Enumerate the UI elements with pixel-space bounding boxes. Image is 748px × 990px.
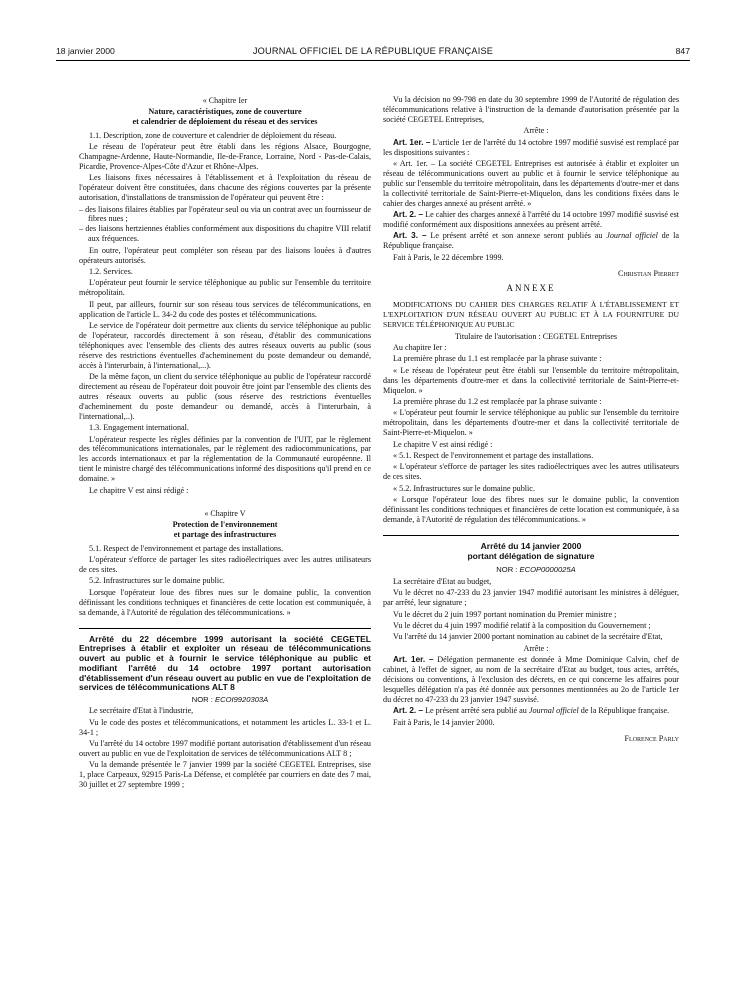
paragraph: En outre, l'opérateur peut compléter son réseau par des liaisons louées à d'autres opérateurs autorisés. [79,245,371,265]
list-item: – des liaisons hertziennes établies conformément aux dispositions du chapitre VIII relatif aux fréquences. [79,224,371,244]
nor-reference [79,695,371,705]
titulaire: Titulaire de l'autorisation : CEGETEL Entreprises [454,331,618,341]
article-text: de la République française. [580,706,670,716]
paragraph: L'opérateur s'efforce de partager les sites radioélectriques avec les autres utilisateurs de ces sites. [79,555,371,574]
article-label: Art. 2. – [393,209,424,219]
article-text: Le cahier des charges annexé à l'arrêté du 14 octobre 1997 modifié susvisé est modifié conformément aux dispositions annexées au présent arrêté. [383,209,679,229]
paragraph: « Lorsque l'opérateur loue des fibres nues sur le domaine public, la convention définissant les conditions techniques et financières de cette location est communiquée, à sa demande, à l'Autorité de régulation des télécommunications. » [383,495,679,524]
annexe-title: MODIFICATIONS DU CAHIER DES CHARGES RELATIF À L'ÉTABLISSEMENT ET L'EXPLOITATION D'UN RÉSEAU OUVERT AU PUBLIC ET À LA FOURNITURE DU SERVICE TÉLÉPHONIQUE AU PUBLIC [383,300,679,330]
signature: Christian Pierret [618,268,679,278]
arrete-heading: Arrête : [523,126,549,136]
nor-label: NOR : [191,694,213,704]
page-header [56,46,690,61]
article-text: de la République française. [383,231,679,251]
page-number: 847 [675,46,690,56]
paragraph: Le secrétaire d'Etat à l'industrie, [89,706,194,716]
article-text: Le présent arrêté sera publié au [425,706,527,716]
left-column [79,90,371,791]
paragraph: 1.3. Engagement international. [89,423,189,433]
paragraph: « L'opérateur s'efforce de partager les sites radioélectriques avec les autres utilisateurs de ces sites. [383,462,679,482]
article-1b [383,655,679,705]
paragraph: 1.1. Description, zone de couverture et calendrier de déploiement du réseau. [89,130,337,140]
paragraph: 1.2. Services. [89,267,133,276]
nor-label: NOR : [496,565,518,575]
article-3 [383,231,679,251]
article-2b [383,706,679,716]
nor-reference [383,565,679,575]
chapter-1-title [79,107,371,127]
paragraph: « L'opérateur peut fournir le service téléphonique au public sur l'ensemble du territoire métropolitain, dans les départements d'outre-mer et dans la collectivité territoriale de Saint-Pierre-et-Miquelon. » [383,408,679,438]
paragraph: Le réseau de l'opérateur peut être établi dans les régions Alsace, Bourgogne, Champagne-Ardenne, Haute-Normandie, Ile-de-France, Lorraine, Nord - Pas-de-Calais, Picardie, Provence-Alpes-Côte d'Azur et Rhône-Alpes. [79,142,371,171]
arrete-heading: Arrête : [523,643,549,653]
paragraph: « 5.2. Infrastructures sur le domaine public. [393,483,535,493]
paragraph: « Le réseau de l'opérateur peut être établi sur l'ensemble du territoire métropolitain, dans les départements d'outre-mer et dans la collectivité territoriale de Saint-Pierre-et-Miquelon. » [383,365,679,395]
paragraph: Il peut, par ailleurs, fournir sur son réseau tous services de télécommunications, en application de l'article L. 34-2 du code des postes et télécommunications. [79,299,371,319]
decree-2-title [383,542,679,562]
paragraph: Les liaisons fixes nécessaires à l'établissement et à l'exploitation du réseau de l'opérateur doivent être constituées, dans chacune des régions couvertes par la présente autorisation, d'installations de transmission de l'opérateur qui peuvent être : [79,173,371,203]
signature: Florence Parly [624,733,679,743]
chapter-1-label: « Chapitre Ier [202,96,248,105]
bullet-list [79,205,371,245]
paragraph: Vu le code des postes et télécommunications, et notamment les articles L. 33-1 et L. 34-1 ; [79,717,371,737]
nor-code: ECOI9920303A [215,694,269,704]
chapter-5-label: « Chapitre V [204,508,246,518]
journal-officiel-ref: Journal officiel [606,231,658,241]
paragraph: Vu l'arrêté du 14 janvier 2000 portant nomination au cabinet de la secrétaire d'Etat, [393,632,663,642]
paragraph: La première phrase du 1.1 est remplacée par la phrase suivante : [393,354,602,364]
paragraph: Le chapitre V est ainsi rédigé : [89,485,189,495]
chapter-5-title [79,520,371,540]
chapter-5-title-line2: et partage des infrastructures [173,529,277,539]
paragraph: « Art. 1er. – La société CEGETEL Entreprises est autorisée à établir et exploiter un réseau de télécommunications ouvert au public et à fournir le service téléphonique au public sur l'ensemble du territoire métropolitain, dans les départements d'outre-mer et dans la collectivité territoriale de Saint-Pierre-et-Miquelon, dans les conditions fixées dans le cahier des charges annexé au présent arrêté. » [383,158,679,208]
paragraph: Le service de l'opérateur doit permettre aux clients du service téléphonique au public de l'opérateur, raccordés directement à son réseau, d'établir des communications téléphoniques avec l'ensemble des clients des autres réseaux ouverts au public (sous réserve des restrictions éventuelles d'acheminement du poste demandeur ou demandé, accès à l'interurbain, à l'international,...). [79,321,371,370]
paragraph: Vu le décret du 2 juin 1997 portant nomination du Premier ministre ; [393,609,617,619]
chapter-1-title-line2: et calendrier de déploiement du réseau et des services [132,116,318,126]
paragraph: Vu la décision no 99-798 en date du 30 septembre 1999 de l'Autorité de régulation des télécommunications relative à l'instruction de la demande d'autorisation présentée par la société CEGETEL Entreprises, [383,95,679,124]
article-text: Le présent arrêté et son annexe seront publiés au [430,231,603,241]
paragraph: 5.2. Infrastructures sur le domaine public. [89,576,225,586]
paragraph: 5.1. Respect de l'environnement et partage des installations. [89,543,284,553]
decree-2-line1: Arrêté du 14 janvier 2000 [480,540,582,551]
journal-title: JOURNAL OFFICIEL DE LA RÉPUBLIQUE FRANÇAISE [252,46,494,56]
article-label: Art. 2. – [393,706,424,716]
paragraph: La première phrase du 1.2 est remplacée par la phrase suivante : [393,396,602,406]
paragraph: « 5.1. Respect de l'environnement et partage des installations. [393,451,594,460]
paragraph: Vu l'arrêté du 14 octobre 1997 modifié portant autorisation d'établissement d'un réseau ouvert au public en vue de l'exploitation de services de télécommunications ALT 8 ; [79,738,371,758]
header-date: 18 janvier 2000 [56,46,115,56]
list-item: – des liaisons filaires établies par l'opérateur seul ou via un contrat avec un fournisseur de fibres nues ; [79,204,371,224]
paragraph: Vu le décret du 4 juin 1997 modifié relatif à la composition du Gouvernement ; [393,620,651,630]
paragraph: Le chapitre V est ainsi rédigé : [393,439,493,449]
decree-title: Arrêté du 22 décembre 1999 autorisant la société CEGETEL Entreprises à établir et exploiter un réseau de télécommunications ouvert au public et à fournir le service téléphonique au public et modifiant l'arrêté du 14 octobre 1997 portant autorisation d'établissement d'un réseau ouvert au public en vue de l'exploitation de services de télécommunications ALT 8 [79,633,371,693]
article-1 [383,138,679,158]
article-label: Art. 3. – [393,231,427,241]
article-label: Art. 1er. – [393,137,431,147]
right-column [383,95,679,749]
paragraph: Fait à Paris, le 22 décembre 1999. [393,252,504,262]
paragraph: Lorsque l'opérateur loue des fibres nues sur le domaine public, la convention définissant les conditions techniques et financières de cette location est communiquée, à sa demande, à l'Autorité de régulation des télécommunications. » [79,587,371,617]
paragraph: Vu la demande présentée le 7 janvier 1999 par la société CEGETEL Entreprises, sise 1, place Carpeaux, 92915 Paris-La Défense, et complétée par courriers en date des 7 mai, 30 juillet et 27 septembre 1999 ; [79,760,371,790]
paragraph: Au chapitre Ier : [393,342,447,352]
paragraph: De la même façon, un client du service téléphonique au public de l'opérateur raccordé directement au réseau de l'opérateur doit pouvoir être joint par l'ensemble des clients des autres réseaux ouverts au public (sous réserve des restrictions éventuelles d'acheminement du poste demandeur ou demandé, accès à l'interurbain, à l'international,..). [79,372,371,421]
paragraph: Vu le décret no 47-233 du 23 janvier 1947 modifié autorisant les ministres à déléguer, par arrêté, leur signature ; [383,588,679,608]
article-label: Art. 1er. – [393,655,434,665]
section-divider [383,535,679,536]
article-2 [383,210,679,230]
chapter-5-title-line1: Protection de l'environnement [172,519,278,529]
section-divider [79,628,371,629]
annexe-heading: ANNEXE [506,283,556,294]
paragraph: L'opérateur respecte les règles définies par la convention de l'UIT, par le règlement des télécommunications internationales, par le règlement des radiocommunications, par les accords internationaux et par la réglementation de la Communauté européenne. Il tient le ministre chargé des télécommunications informé des dispositions qu'il prend en ce domaine. » [79,434,371,484]
chapter-1-title-line1: Nature, caractéristiques, zone de couverture [148,106,302,116]
article-text: L'article 1er de l'arrêté du 14 octobre 1997 modifié susvisé est remplacé par les dispositions suivantes : [383,137,679,157]
article-text: Délégation permanente est donnée à Mme Dominique Calvin, chef de cabinet, à l'effet de signer, au nom de la secrétaire d'Etat au budget, tous actes, arrêtés, décisions ou conventions, à l'exclusion des décrets, en ce qui concerne les affaires pour lesquelles délégation n'a pas été donnée aux personnes mentionnées au 2o de l'article 1er du décret no 47-233 du 23 janvier 1947 susvisé. [383,655,679,704]
nor-code: ECOP0000025A [519,565,576,575]
paragraph: La secrétaire d'Etat au budget, [393,576,492,586]
paragraph: Fait à Paris, le 14 janvier 2000. [393,717,495,727]
decree-2-line2: portant délégation de signature [467,550,595,561]
paragraph: L'opérateur peut fournir le service téléphonique au public sur l'ensemble du territoire métropolitain. [79,278,371,298]
journal-officiel-ref: Journal officiel [528,706,579,716]
